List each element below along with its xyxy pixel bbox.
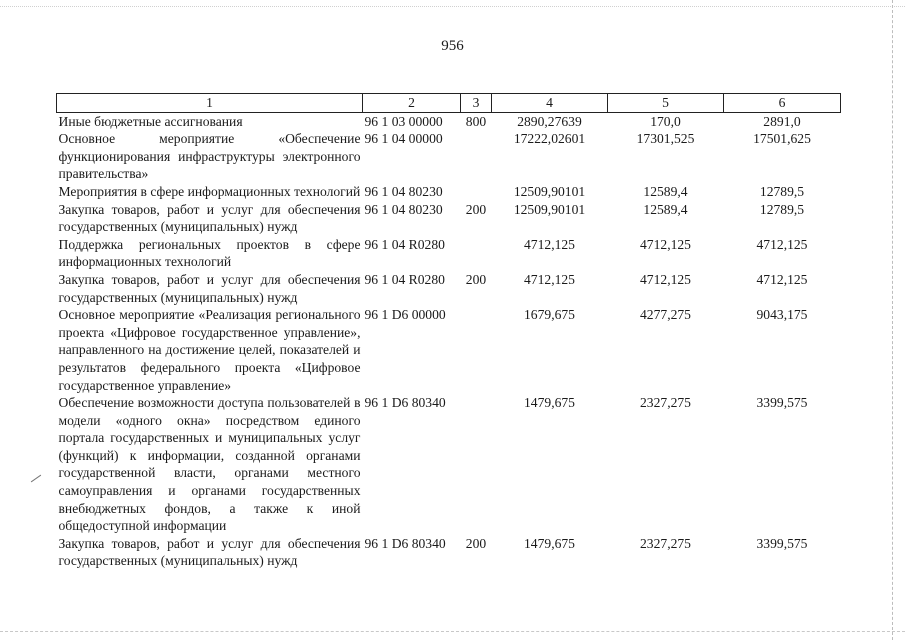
row-value-4: 4712,125 (524, 236, 575, 252)
table-row (57, 183, 841, 201)
header-col-3: 3 (461, 94, 492, 113)
row-vr (461, 130, 492, 183)
row-value-5: 2327,275 (640, 395, 691, 411)
scan-edge-top (0, 6, 905, 7)
row-value-4: 4712,125 (524, 271, 575, 287)
row-name: Закупка товаров, работ и услуг для обеспечения государственных (муниципальных) нужд (58, 271, 361, 305)
row-value-4: 1479,675 (524, 395, 575, 411)
header-col-5: 5 (608, 94, 724, 113)
row-value-6: 2891,0 (763, 113, 801, 129)
row-value-5: 4712,125 (640, 236, 691, 252)
row-value-4: 1479,675 (524, 535, 575, 551)
table-row (57, 201, 841, 236)
stray-mark (31, 475, 41, 483)
table-row (57, 130, 841, 183)
row-value-5: 170,0 (650, 113, 681, 129)
row-value-4: 1679,675 (524, 307, 575, 323)
row-value-5: 4277,275 (640, 307, 691, 323)
row-value-6: 17501,625 (753, 131, 811, 147)
page-number: 956 (441, 38, 464, 54)
row-code: 96 1 03 00000 (364, 113, 443, 129)
row-value-5: 2327,275 (640, 535, 691, 551)
row-vr (461, 394, 492, 535)
row-vr (461, 183, 492, 201)
scan-edge-bottom (0, 631, 905, 632)
row-vr (461, 236, 492, 271)
row-vr: 200 (465, 535, 487, 551)
row-value-5: 4712,125 (640, 271, 691, 287)
row-value-6: 12789,5 (759, 183, 805, 199)
row-value-5: 12589,4 (643, 201, 688, 217)
row-code: 96 1 D6 80340 (364, 395, 446, 411)
row-code: 96 1 D6 00000 (364, 307, 446, 323)
table-row (57, 236, 841, 271)
row-code: 96 1 04 00000 (364, 131, 443, 147)
row-value-4: 2890,27639 (517, 113, 582, 129)
row-value-6: 3399,575 (756, 535, 808, 551)
row-value-5: 17301,525 (636, 131, 695, 147)
row-name: Мероприятия в сфере информационных технологий (58, 183, 361, 199)
row-name: Поддержка региональных проектов в сфере информационных технологий (58, 236, 361, 270)
row-value-6: 3399,575 (756, 395, 808, 411)
row-value-5: 12589,4 (643, 183, 688, 199)
row-code: 96 1 04 80230 (364, 201, 443, 217)
header-col-4: 4 (492, 94, 608, 113)
row-value-4: 12509,90101 (513, 183, 586, 199)
row-name: Иные бюджетные ассигнования (58, 113, 243, 129)
header-col-6: 6 (724, 94, 841, 113)
row-code: 96 1 04 80230 (364, 183, 443, 199)
scan-edge-right (892, 0, 893, 640)
row-code: 96 1 04 R0280 (364, 236, 445, 252)
row-value-6: 12789,5 (759, 201, 805, 217)
table-row (57, 394, 841, 535)
row-value-6: 4712,125 (756, 236, 808, 252)
row-name: Основное мероприятие «Реализация регионального проекта «Цифровое государственное управление», направленного на достижение целей, показателей и результатов федерального проекта «Цифровое государственное управление» (58, 307, 361, 393)
row-value-4: 17222,02601 (513, 131, 586, 147)
budget-table (56, 93, 841, 570)
row-name: Закупка товаров, работ и услуг для обеспечения государственных (муниципальных) нужд (58, 201, 361, 235)
row-name: Обеспечение возможности доступа пользователей в модели «одного окна» посредством единого портала государственных и муниципальных услуг (функций) к информации, созданной органами государственной власти, органами местного самоуправления и органами государственных внебюджетных фондов, а также к иной общедоступной информации (58, 395, 361, 534)
table-header-row (57, 94, 841, 113)
row-code: 96 1 D6 80340 (364, 535, 446, 551)
table-row (57, 306, 841, 394)
header-col-2: 2 (363, 94, 461, 113)
row-value-6: 9043,175 (756, 307, 808, 323)
table-row (57, 535, 841, 570)
row-value-4: 12509,90101 (513, 201, 586, 217)
row-name: Закупка товаров, работ и услуг для обеспечения государственных (муниципальных) нужд (58, 535, 361, 569)
row-vr: 800 (465, 113, 487, 129)
row-vr: 200 (465, 271, 487, 287)
table-row (57, 271, 841, 306)
row-code: 96 1 04 R0280 (364, 271, 445, 287)
row-value-6: 4712,125 (756, 271, 808, 287)
header-col-1: 1 (57, 94, 363, 113)
row-vr (461, 306, 492, 394)
row-name: Основное мероприятие «Обеспечение функционирования инфраструктуры электронного правительства» (58, 131, 361, 182)
table-row (57, 112, 841, 130)
row-vr: 200 (465, 201, 487, 217)
